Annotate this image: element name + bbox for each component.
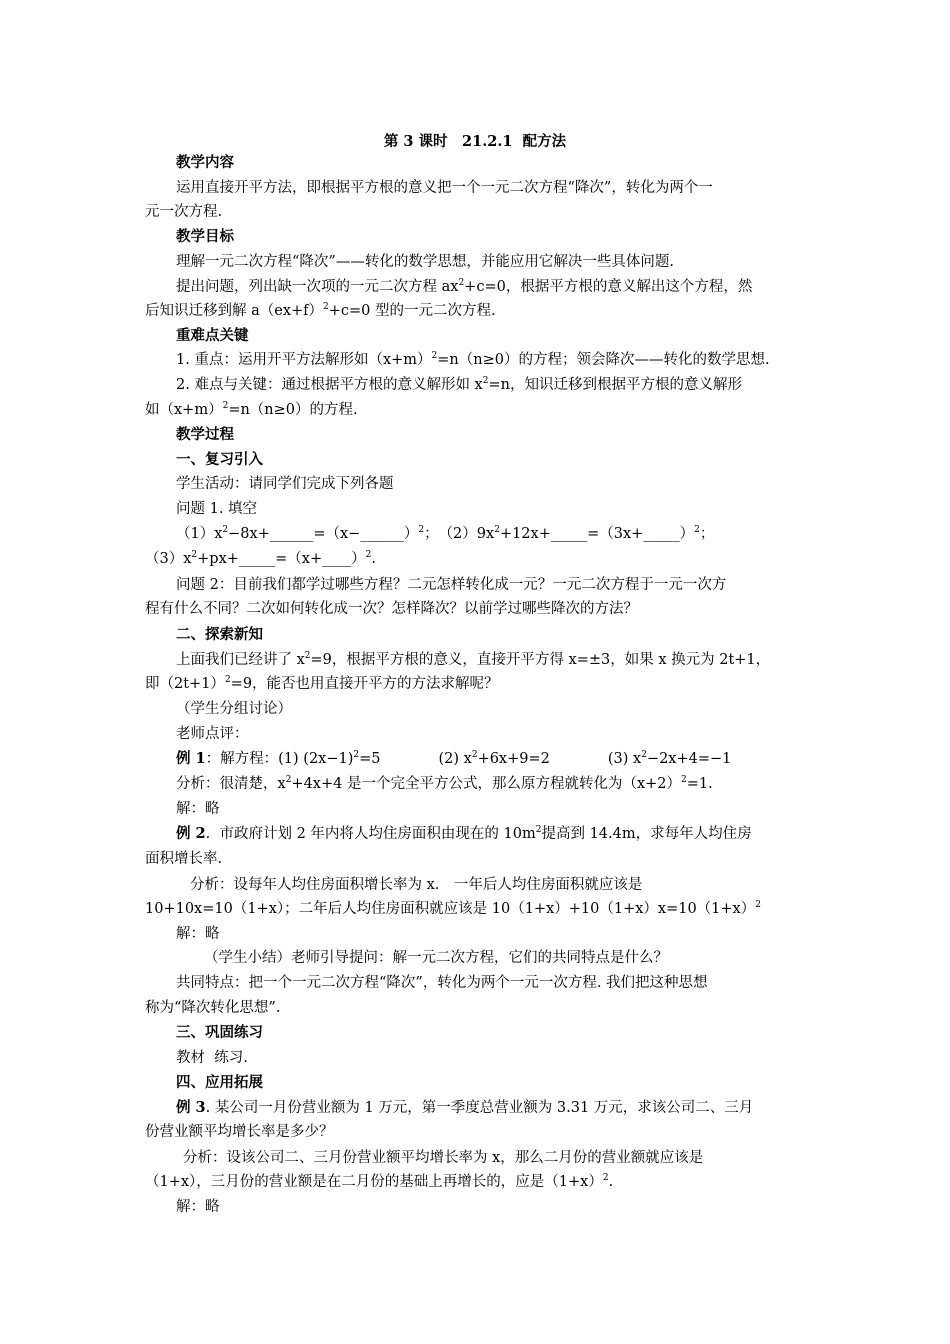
heading-part3: 三、巩固练习 xyxy=(176,1024,263,1041)
page-title: 第 3 课时 21.2.1 配方法 xyxy=(383,133,567,150)
paragraph: 称为“降次转化思想”. xyxy=(145,1000,281,1016)
heading-part1: 一、复习引入 xyxy=(176,451,263,468)
heading-process: 教学过程 xyxy=(176,426,234,443)
paragraph: 分析：设该公司二、三月份营业额平均增长率为 x，那么二月份的营业额就应该是 xyxy=(183,1150,704,1166)
paragraph: 理解一元二次方程“降次”——转化的数学思想，并能应用它解决一些具体问题. xyxy=(176,254,674,270)
paragraph: 份营业额平均增长率是多少？ xyxy=(145,1124,334,1140)
paragraph: 问题 2：目前我们都学过哪些方程？二元怎样转化成一元？一元二次方程于一元一次方 xyxy=(176,577,727,593)
paragraph: 后知识迁移到解 $a(ex+f)^2+c=0$ 型的一元二次方程. xyxy=(145,302,496,319)
heading-goal: 教学目标 xyxy=(176,228,234,245)
paragraph: （1+x），三月份的营业额是在二月份的基础上再增长的，应是$(1+x)^2$. xyxy=(145,1173,614,1190)
heading-content: 教学内容 xyxy=(176,154,234,171)
paragraph: 教材 练习. xyxy=(176,1050,248,1066)
heading-part2: 二、探索新知 xyxy=(176,626,263,643)
paragraph: 分析：很清楚，$x^2+4x+4$ 是一个完全平方公式，那么原方程就转化为$(x+2)^2=1$. xyxy=(176,775,713,792)
heading-part4: 四、应用拓展 xyxy=(176,1074,263,1091)
paragraph: 共同特点：把一个一元二次方程“降次”，转化为两个一元一次方程. 我们把这种思想 xyxy=(176,975,708,991)
paragraph: 解：略 xyxy=(176,1199,220,1215)
paragraph: 分析：设每年人均住房面积增长率为 x. 一年后人均住房面积就应该是 xyxy=(190,877,643,893)
paragraph: 10+10x=10（1+x）；二年后人均住房面积就应该是 $10(1+x)+10(1+x)x=10(1+x)^2$ xyxy=(145,900,761,917)
paragraph: （学生小结）老师引导提问：解一元二次方程，它们的共同特点是什么？ xyxy=(204,950,668,966)
paragraph: 程有什么不同？二次如何转化成一次？怎样降次？以前学过哪些降次的方法？ xyxy=(145,601,638,617)
paragraph: 如$(x+m)^2=n(n\ge 0)$的方程. xyxy=(145,401,358,418)
paragraph: 2. 难点与关键：通过根据平方根的意义解形如 $x^2=n$，知识迁移到根据平方根的意义解形 xyxy=(176,376,742,393)
paragraph: 解：略 xyxy=(176,926,220,942)
paragraph: 元一次方程. xyxy=(145,204,223,220)
example-3: 例 3. 某公司一月份营业额为 1 万元，第一季度总营业额为 3.31 万元，求该公司二、三月 xyxy=(176,1099,754,1116)
paragraph: 问题 1. 填空 xyxy=(176,501,258,517)
paragraph: （学生分组讨论） xyxy=(176,701,292,717)
paragraph: 学生活动：请同学们完成下列各题 xyxy=(176,476,394,492)
paragraph: 面积增长率. xyxy=(145,851,223,867)
fill-in-question: $(1)x^2-8x+\_\_\_\_\_\_=(x-\_\_\_\_\_\_)^2$； $(2)9x^2+12x+\_\_\_\_\_=(3x+\_\_\_\_\_)^2$； xyxy=(176,525,715,542)
paragraph: 上面我们已经讲了 $x^2=9$，根据平方根的意义，直接开平方得 x=±3，如果 x 换元为 2t+1， xyxy=(176,651,771,668)
fill-in-question: $(3)x^2+px+\_\_\_\_\_=(x+\_\_\_\_)^2$. xyxy=(145,550,376,567)
paragraph: 解：略 xyxy=(176,801,220,817)
example-1: 例 1：解方程：(1) $(2x-1)^2=5$ (2) $x^2+6x+9=2$ (3) $x^2-2x+4=-1$ xyxy=(176,750,732,767)
heading-key-points: 重难点关键 xyxy=(176,327,249,344)
example-2: 例 2. 市政府计划 2 年内将人均住房面积由现在的 $10m^2$提高到 14.4m，求每年人均住房 xyxy=(176,825,752,842)
paragraph: 提出问题，列出缺一次项的一元二次方程 $ax^2+c=0$，根据平方根的意义解出这个方程，然 xyxy=(176,278,753,295)
paragraph: 老师点评： xyxy=(176,726,249,742)
paragraph: 运用直接开平方法，即根据平方根的意义把一个一元二次方程“降次”，转化为两个一 xyxy=(176,180,713,196)
paragraph: 1. 重点：运用开平方法解形如$(x+m)^2=n(n\ge 0)$的方程；领会降次——转化的数学思想. xyxy=(176,351,770,368)
paragraph: 即$(2t+1)^2=9$，能否也用直接开平方的方法求解呢？ xyxy=(145,675,499,692)
